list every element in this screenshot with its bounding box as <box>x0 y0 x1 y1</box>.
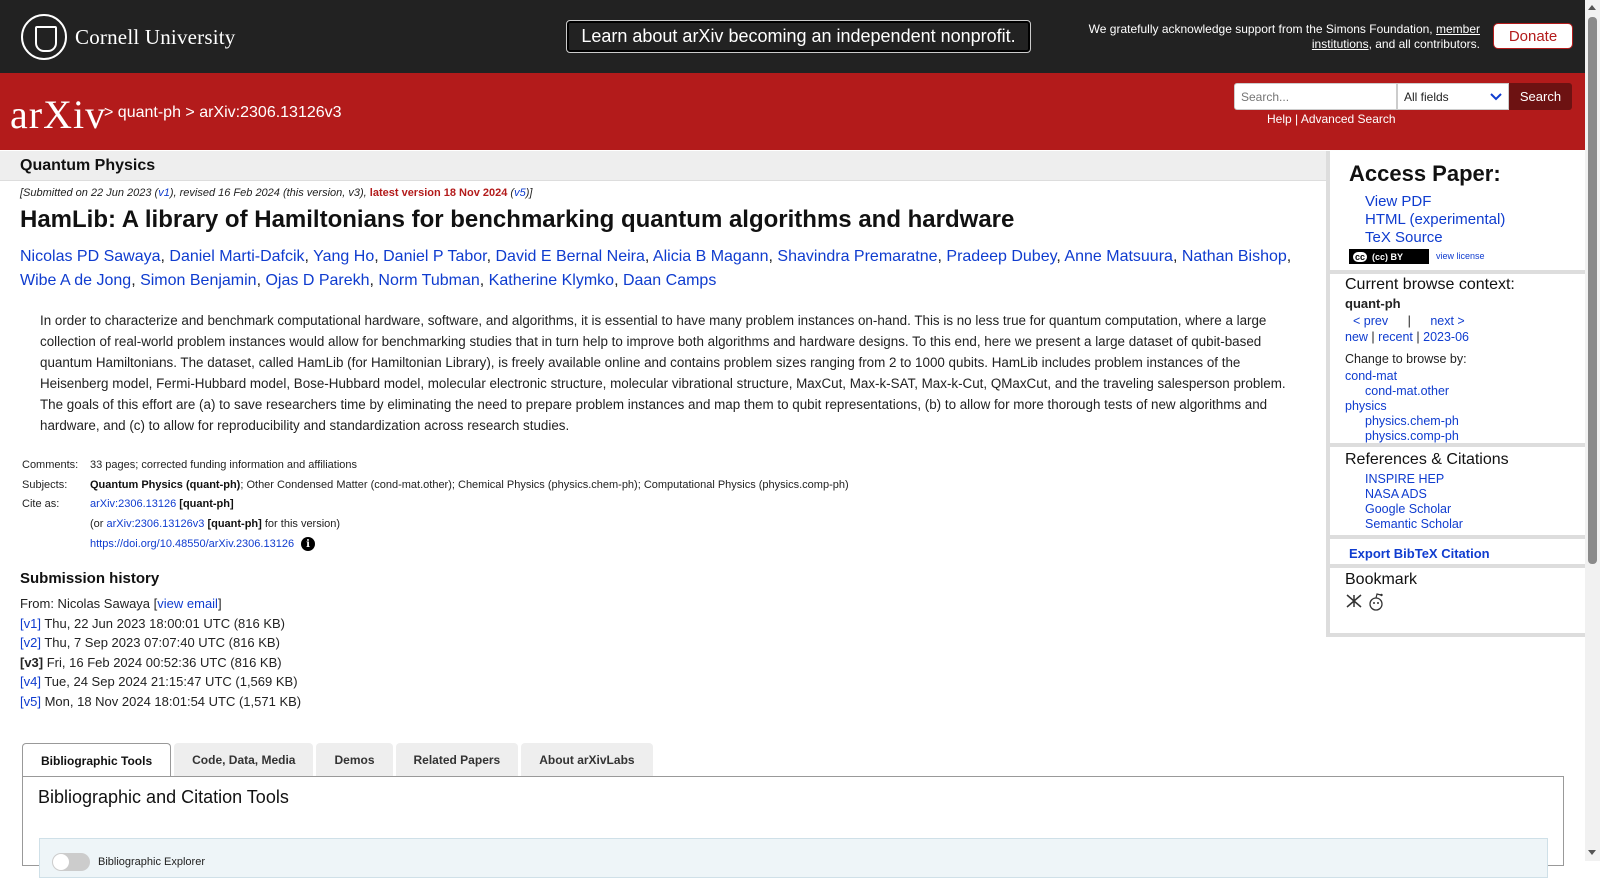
author-link[interactable]: Ojas D Parekh <box>265 272 370 289</box>
ack-prefix: We gratefully acknowledge support from the Simons Foundation, <box>1088 22 1433 36</box>
version-row <box>20 692 301 712</box>
prev-next-separator: | <box>1407 314 1411 328</box>
author-link[interactable]: Anne Matsuura <box>1064 248 1173 265</box>
prev-next-row <box>1353 314 1585 328</box>
access-paper-title: Access Paper: <box>1349 161 1501 186</box>
donate-button[interactable]: Donate <box>1493 23 1573 49</box>
version-date: Thu, 7 Sep 2023 07:07:40 UTC (816 KB) <box>40 635 280 650</box>
cite-label: Cite as: <box>22 498 60 510</box>
author-separator: , <box>256 272 266 289</box>
submission-history <box>20 594 301 711</box>
bibliographic-explorer-toggle[interactable] <box>52 853 90 871</box>
search-field-select[interactable] <box>1397 83 1509 110</box>
author-link[interactable]: Wibe A de Jong <box>20 272 132 289</box>
breadcrumb-category[interactable]: quant-ph <box>117 104 181 121</box>
version-row <box>20 672 301 692</box>
version-date: Tue, 24 Sep 2024 21:15:47 UTC (1,569 KB) <box>40 674 298 689</box>
comments-row <box>20 459 849 479</box>
breadcrumb-separator: > <box>104 104 114 121</box>
recent-link[interactable]: recent <box>1378 330 1413 344</box>
search-field-value: All fields <box>1404 89 1449 104</box>
references-title: References & Citations <box>1345 451 1509 468</box>
next-link[interactable]: next > <box>1430 314 1465 328</box>
author-separator: , <box>937 248 947 265</box>
cite-id-link[interactable]: arXiv:2306.13126 <box>90 498 177 510</box>
reference-link[interactable]: Semantic Scholar <box>1365 517 1463 531</box>
cornell-name: Cornell University <box>75 24 236 49</box>
prev-link[interactable]: < prev <box>1353 314 1389 328</box>
author-separator: , <box>304 248 314 265</box>
author-link[interactable]: Nathan Bishop <box>1181 248 1287 265</box>
dateline-part: [Submitted on 22 Jun 2023 ( <box>20 187 159 199</box>
author-list <box>20 245 1320 293</box>
cornell-banner <box>0 0 1585 73</box>
recent-separator: | <box>1371 330 1375 344</box>
version-date: Fri, 16 Feb 2024 00:52:36 UTC (816 KB) <box>43 654 282 670</box>
browse-category-link[interactable]: cond-mat <box>1345 369 1398 383</box>
version-date: Thu, 22 Jun 2023 18:00:01 UTC (816 KB) <box>40 615 285 631</box>
author-separator: , <box>131 272 141 289</box>
version-list <box>20 614 301 712</box>
current-version-tag: [v3] <box>20 654 44 670</box>
help-separator: | <box>1295 112 1299 126</box>
author-link[interactable]: Alicia B Magann <box>652 248 769 265</box>
bookmark-title: Bookmark <box>1345 571 1418 588</box>
chevron-down-icon <box>1490 93 1502 101</box>
author-separator: , <box>1286 248 1292 265</box>
scroll-down-icon[interactable] <box>1588 850 1596 855</box>
submitter-line <box>20 594 301 614</box>
access-link[interactable]: HTML (experimental) <box>1365 211 1506 228</box>
advanced-search-link[interactable]: Advanced Search <box>1300 112 1396 126</box>
recent-row <box>1345 330 1585 344</box>
nonprofit-announcement-link[interactable]: Learn about arXiv becoming an independent nonprofit. <box>566 20 1031 53</box>
tab-item[interactable]: Related Papers <box>396 743 519 776</box>
subjects-row <box>20 479 849 499</box>
dateline-part: ), revised 16 Feb 2024 (this version, v3), <box>169 187 370 199</box>
labs-tabs <box>22 743 656 777</box>
references-section <box>1330 451 1585 532</box>
browse-subcategory-link[interactable]: physics.comp-ph <box>1365 429 1459 443</box>
submitter-suffix: ] <box>217 596 222 611</box>
latest-version-note: latest version 18 Nov 2024 <box>369 187 508 199</box>
version-row <box>20 633 301 653</box>
version-link[interactable]: [v2] <box>20 635 41 650</box>
author-link[interactable]: Daan Camps <box>622 272 717 289</box>
author-separator: , <box>614 272 623 289</box>
search-input[interactable] <box>1234 83 1397 110</box>
cite-version-category: [quant-ph] <box>207 517 262 530</box>
license-badge-text: (cc) BY <box>1372 251 1404 262</box>
author-separator: , <box>160 248 170 265</box>
dateline-part: ( <box>507 187 515 199</box>
metadata-table <box>20 459 849 557</box>
browse-context-title: Current browse context: <box>1345 276 1515 293</box>
author-separator: , <box>479 272 489 289</box>
author-link[interactable]: Nicolas PD Sawaya <box>20 248 161 265</box>
author-separator: , <box>486 248 496 265</box>
dateline-v5-link[interactable]: v5 <box>514 187 526 199</box>
tab-panel-title: Bibliographic and Citation Tools <box>38 787 289 807</box>
reddit-icon[interactable] <box>1367 593 1385 611</box>
submitter-prefix: From: Nicolas Sawaya [ <box>20 596 158 611</box>
author-link[interactable]: Pradeep Dubey <box>946 248 1057 265</box>
abstract: In order to characterize and benchmark computational hardware, software, and algorithms, it is essential to have many problem instances on-hand. This is no less true for quantum computation, where a large collection of real-world problem instances would allow for benchmarking studies that in turn help to improve both algorithms and hardware designs. To this end, here we present a large dataset of qubit-based quantum Hamiltonians. The dataset, called HamLib (for Hamiltonian Library), is freely available online and contains problem sizes ranging from 2 to 1000 qubits. HamLib includes problem instances of the Heisenberg model, Fermi-Hubbard model, Bose-Hubbard model, molecular electronic structure, molecular vibrational structure, MaxCut, Max-k-SAT, Max-k-Cut, QMaxCut, and the traveling salesperson problem. The goals of this effort are (a) to save researchers time by eliminating the need to prepare problem instances and map them to qubit representations, (b) to allow for more thorough tests of new algorithms and hardware, and (c) to allow for reproducibility and standardization across research studies. <box>40 313 1286 433</box>
primary-subject: Quantum Physics (quant-ph) <box>90 478 241 491</box>
browse-context-value: quant-ph <box>1345 296 1401 311</box>
browse-category-link[interactable]: physics <box>1345 399 1387 413</box>
sidebar-divider <box>1330 270 1585 274</box>
subjects-label: Subjects: <box>22 478 68 491</box>
scroll-up-icon[interactable] <box>1588 5 1596 10</box>
references-list <box>1365 472 1585 532</box>
tab-item[interactable]: Demos <box>316 743 392 776</box>
sidebar <box>1326 151 1585 637</box>
sidebar-divider <box>1330 564 1585 568</box>
page-scrollbar[interactable] <box>1585 0 1600 861</box>
author-link[interactable]: Katherine Klymko <box>488 272 615 289</box>
cornell-logo[interactable] <box>21 14 236 60</box>
author-link[interactable]: Shavindra Premaratne <box>777 248 938 265</box>
search-button[interactable]: Search <box>1509 83 1572 110</box>
help-link[interactable]: Help <box>1267 112 1292 126</box>
tab-item[interactable]: Code, Data, Media <box>174 743 313 776</box>
author-separator: , <box>768 248 778 265</box>
author-link[interactable]: Daniel Marti-Dafcik <box>169 248 305 265</box>
view-email-link[interactable]: view email <box>157 596 218 611</box>
cite-row <box>20 498 849 518</box>
breadcrumb <box>104 104 342 122</box>
author-link[interactable]: Daniel P Tabor <box>383 248 487 265</box>
bibliographic-explorer-label: Bibliographic Explorer <box>98 856 205 868</box>
version-date: Mon, 18 Nov 2024 18:01:54 UTC (1,571 KB) <box>40 693 302 709</box>
sidebar-divider <box>1330 535 1585 539</box>
doi-link[interactable]: https://doi.org/10.48550/arXiv.2306.13126 <box>90 537 295 550</box>
browse-subcategory-link[interactable]: physics.chem-ph <box>1365 414 1459 428</box>
author-link[interactable]: Yang Ho <box>313 248 375 265</box>
author-link[interactable]: Norm Tubman <box>378 272 480 289</box>
reference-link[interactable]: INSPIRE HEP <box>1365 472 1445 486</box>
export-bibtex-link[interactable]: Export BibTeX Citation <box>1349 546 1490 561</box>
bibliographic-explorer-box <box>39 838 1548 878</box>
browse-context-section <box>1330 276 1585 444</box>
cite-for-version: for this version) <box>264 517 341 530</box>
author-separator: , <box>1172 248 1182 265</box>
version-link[interactable]: [v4] <box>20 674 41 689</box>
breadcrumb-separator: > <box>185 104 195 121</box>
submission-dateline <box>20 187 532 199</box>
author-link[interactable]: Simon Benjamin <box>140 272 257 289</box>
bookmark-section <box>1330 571 1585 611</box>
tab-item[interactable]: Bibliographic Tools <box>22 743 171 777</box>
arxiv-header <box>0 73 1585 150</box>
change-browse-label: Change to browse by: <box>1345 352 1467 366</box>
version-link[interactable]: [v1] <box>20 615 41 631</box>
access-link[interactable]: View PDF <box>1365 193 1432 210</box>
cite-or: (or <box>90 517 104 530</box>
paper-title: HamLib: A library of Hamiltonians for benchmarking quantum algorithms and hardware <box>20 206 1015 233</box>
month-link[interactable]: 2023-06 <box>1423 330 1469 344</box>
submission-history-title: Submission history <box>20 570 160 587</box>
version-row <box>20 653 301 673</box>
author-separator: , <box>644 248 653 265</box>
dateline-v1-link[interactable]: v1 <box>158 187 170 199</box>
author-separator: , <box>369 272 379 289</box>
info-icon[interactable]: i <box>301 537 315 551</box>
author-separator: , <box>1056 248 1065 265</box>
author-separator: , <box>374 248 384 265</box>
author-link[interactable]: David E Bernal Neira <box>495 248 645 265</box>
bookmark-icons <box>1345 593 1585 611</box>
cite-category: [quant-ph] <box>179 498 234 510</box>
ack-suffix: , and all contributors. <box>1368 36 1480 51</box>
subject-title: Quantum Physics <box>20 157 156 174</box>
reference-link[interactable]: Google Scholar <box>1365 502 1452 516</box>
browse-subcategory-link[interactable]: cond-mat.other <box>1365 384 1450 398</box>
sidebar-divider <box>1330 443 1585 447</box>
cite-version-row <box>20 518 849 538</box>
tab-panel <box>22 776 1564 866</box>
access-links <box>1365 193 1505 247</box>
browse-groups <box>1345 369 1585 444</box>
support-acknowledgement <box>1070 22 1480 51</box>
cc-icon: cc <box>1355 251 1366 262</box>
reference-link[interactable]: NASA ADS <box>1365 487 1427 501</box>
cite-version-link[interactable]: arXiv:2306.13126v3 <box>106 517 205 530</box>
bibsonomy-icon[interactable] <box>1345 593 1363 609</box>
breadcrumb-paper-id[interactable]: arXiv:2306.13126v3 <box>199 104 342 121</box>
access-link[interactable]: TeX Source <box>1365 229 1443 246</box>
recent-separator: | <box>1416 330 1420 344</box>
version-link[interactable]: [v5] <box>20 693 41 709</box>
dateline-part: )] <box>525 187 533 199</box>
doi-row <box>20 537 849 557</box>
comments-label: Comments: <box>22 459 79 471</box>
cornell-seal-icon <box>21 14 67 60</box>
other-subjects: ; Other Condensed Matter (cond-mat.other); Chemical Physics (physics.chem-ph); Computational Physics (physics.comp-ph) <box>240 478 849 491</box>
comments-value: 33 pages; corrected funding information and affiliations <box>90 459 358 471</box>
new-link[interactable]: new <box>1345 330 1368 344</box>
scrollbar-thumb[interactable] <box>1588 17 1597 564</box>
view-license-link[interactable]: view license <box>1436 251 1485 261</box>
tab-item[interactable]: About arXivLabs <box>521 743 652 776</box>
cc-by-license-icon[interactable] <box>1349 249 1429 264</box>
arxiv-logo[interactable]: arXiv <box>10 92 107 137</box>
help-links <box>1267 112 1396 126</box>
subject-header <box>0 151 1326 181</box>
version-row <box>20 614 301 634</box>
member-institutions-link[interactable]: member institutions <box>1311 22 1480 51</box>
